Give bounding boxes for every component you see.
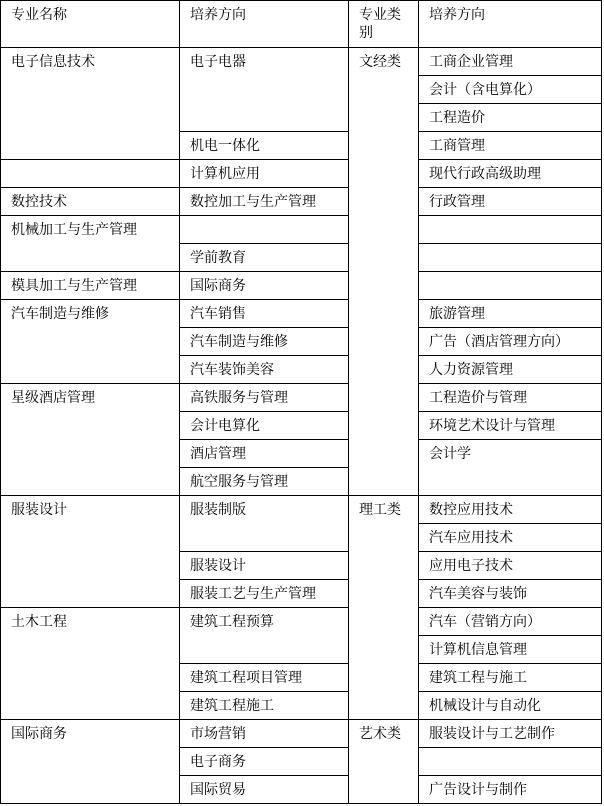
table-row	[1, 496, 602, 524]
category-name: 艺术类	[349, 720, 419, 804]
header-category: 专业类别	[349, 1, 419, 48]
category-direction: 旅游管理	[419, 300, 602, 328]
direction-cell: 国际商务	[180, 272, 349, 300]
direction-cell: 会计电算化	[180, 412, 349, 440]
category-direction	[419, 216, 602, 244]
major-name: 服装设计	[1, 496, 180, 608]
category-direction: 广告（酒店管理方向）	[419, 328, 602, 356]
direction-cell	[180, 216, 349, 244]
table-row	[1, 608, 602, 636]
direction-cell: 服装设计	[180, 552, 349, 580]
category-direction: 机械设计与自动化	[419, 692, 602, 720]
direction-cell: 建筑工程施工	[180, 692, 349, 720]
direction-cell: 汽车制造与维修	[180, 328, 349, 356]
header-direction: 培养方向	[180, 1, 349, 48]
direction-cell: 计算机应用	[180, 160, 349, 188]
category-direction: 服装设计与工艺制作	[419, 720, 602, 748]
direction-cell: 机电一体化	[180, 132, 349, 160]
category-direction: 汽车应用技术	[419, 524, 602, 552]
major-name: 数控技术	[1, 188, 180, 216]
category-direction: 工商企业管理	[419, 48, 602, 76]
direction-cell: 汽车销售	[180, 300, 349, 328]
direction-cell: 电子电器	[180, 48, 349, 132]
direction-cell: 酒店管理	[180, 440, 349, 468]
category-direction: 会计学	[419, 440, 602, 496]
table-row	[1, 188, 602, 216]
major-name: 汽车制造与维修	[1, 300, 180, 384]
category-direction: 现代行政高级助理	[419, 160, 602, 188]
major-name: 国际商务	[1, 720, 180, 804]
header-major-name: 专业名称	[1, 1, 180, 48]
category-name: 理工类	[349, 496, 419, 720]
direction-cell: 服装工艺与生产管理	[180, 580, 349, 608]
direction-cell: 服装制版	[180, 496, 349, 552]
table-row	[1, 160, 602, 188]
category-name: 文经类	[349, 48, 419, 496]
table-row	[1, 272, 602, 300]
table-row	[1, 300, 602, 328]
table-row	[1, 720, 602, 748]
category-direction: 工程造价与管理	[419, 384, 602, 412]
direction-cell: 国际贸易	[180, 776, 349, 804]
category-direction: 人力资源管理	[419, 356, 602, 384]
category-direction: 计算机信息管理	[419, 636, 602, 664]
major-name: 电子信息技术	[1, 48, 180, 160]
category-direction: 应用电子技术	[419, 552, 602, 580]
category-direction: 建筑工程与施工	[419, 664, 602, 692]
header-row	[1, 1, 602, 48]
major-name: 土木工程	[1, 608, 180, 720]
category-direction: 行政管理	[419, 188, 602, 216]
category-direction	[419, 748, 602, 776]
direction-cell: 电子商务	[180, 748, 349, 776]
direction-cell: 汽车装饰美容	[180, 356, 349, 384]
direction-cell: 高铁服务与管理	[180, 384, 349, 412]
major-name: 模具加工与生产管理	[1, 272, 180, 300]
category-direction: 会计（含电算化）	[419, 76, 602, 104]
category-direction: 广告设计与制作	[419, 776, 602, 804]
direction-cell: 数控加工与生产管理	[180, 188, 349, 216]
major-name: 机械加工与生产管理	[1, 216, 180, 272]
category-direction: 环境艺术设计与管理	[419, 412, 602, 440]
major-name	[1, 160, 180, 188]
table-row	[1, 216, 602, 244]
direction-cell: 建筑工程项目管理	[180, 664, 349, 692]
direction-cell: 建筑工程预算	[180, 608, 349, 664]
category-direction: 工程造价	[419, 104, 602, 132]
category-direction	[419, 272, 602, 300]
table-row	[1, 384, 602, 412]
category-direction: 汽车（营销方向）	[419, 608, 602, 636]
direction-cell: 航空服务与管理	[180, 468, 349, 496]
category-direction: 汽车美容与装饰	[419, 580, 602, 608]
category-direction	[419, 244, 602, 272]
category-direction: 工商管理	[419, 132, 602, 160]
table-row	[1, 48, 602, 76]
header-direction-2: 培养方向	[419, 1, 602, 48]
direction-cell: 市场营销	[180, 720, 349, 748]
direction-cell: 学前教育	[180, 244, 349, 272]
category-direction: 数控应用技术	[419, 496, 602, 524]
major-name: 星级酒店管理	[1, 384, 180, 496]
